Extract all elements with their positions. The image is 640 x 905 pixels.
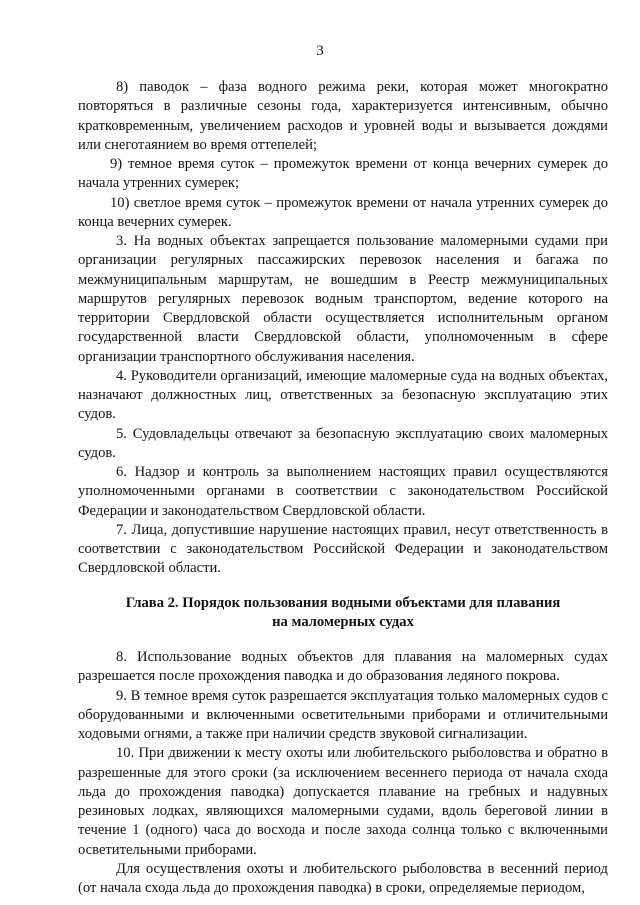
clause-7: 7. Лица, допустившие нарушение настоящих правил, несут ответственность в соответствии с законодательством Российской Федерации и законодательством Свердловской области. xyxy=(78,521,608,577)
clause-10: 10. При движении к месту охоты или любительского рыболовства и обратно в разрешенные для этого сроки (за исключением весеннего периода от начала схода льда до прохождения паводка) допускается плавание на гребных и надувных резиновых лодках, являющихся маломерными судами, вдоль береговой линии в течение 1 (одного) часа до восхода и после захода солнца только с включенными осветительными приборами. xyxy=(78,745,608,858)
clause-4: 4. Руководители организаций, имеющие маломерные суда на водных объектах, назначают должностных лиц, ответственных за безопасную эксплуатацию этих судов. xyxy=(78,367,608,423)
page-number: 3 xyxy=(316,43,324,59)
clause-3: 3. На водных объектах запрещается пользование маломерными судами при организации регулярных пассажирских перевозок населения и багажа по межмуниципальным маршрутам, не вошедшим в Реестр межмуниципальных маршрутов регулярных перевозок водным транспортом, ведение которого на территории Свердловской области осуществляется исполнительным органом государственной власти Свердловской области, уполномоченным в сфере организации транспортного обслуживания населения. xyxy=(78,233,608,365)
clause-5: 5. Судовладельцы отвечают за безопасную эксплуатацию своих маломерных судов. xyxy=(78,425,608,461)
clause-6: 6. Надзор и контроль за выполнением настоящих правил осуществляются уполномоченными органами в соответствии с законодательством Российской Федерации и законодательством Свердловской области. xyxy=(78,464,608,519)
clause-9: 9. В темное время суток разрешается эксплуатация только маломерных судов с оборудованными и включенными осветительными приборами и отличительными ходовыми огнями, а также при наличии средств звуковой сигнализации. xyxy=(78,687,608,742)
document-body xyxy=(78,78,608,898)
clause-8: 8. Использование водных объектов для плавания на маломерных судах разрешается после прохождения паводка и до образования ледяного покрова. xyxy=(78,649,608,685)
definition-9-dark-time: 9) темное время суток – промежуток времени от конца вечерних сумерек до начала утренних сумерек; xyxy=(78,156,608,192)
chapter-heading-line-1: Глава 2. Порядок пользования водными объектами для плавания xyxy=(125,594,561,611)
definition-10-daylight-time: 10) светлое время суток – промежуток времени от начала утренних сумерек до конца вечерних сумерек. xyxy=(78,194,608,230)
clause-10-continuation: Для осуществления охоты и любительского рыболовства в весенний период (от начала схода льда до прохождения паводка) в сроки, определяемые периодом, xyxy=(78,860,608,896)
definition-8-flood: 8) паводок – фаза водного режима реки, которая может многократно повторяться в различные сезоны года, характеризуется интенсивным, обычно кратковременным, увеличением расходов и уровней воды и вызывается дождями или снеготаянием во время оттепелей; xyxy=(78,79,608,153)
chapter-heading-line-2: на маломерных судах xyxy=(272,613,414,630)
chapter-heading xyxy=(78,594,608,633)
